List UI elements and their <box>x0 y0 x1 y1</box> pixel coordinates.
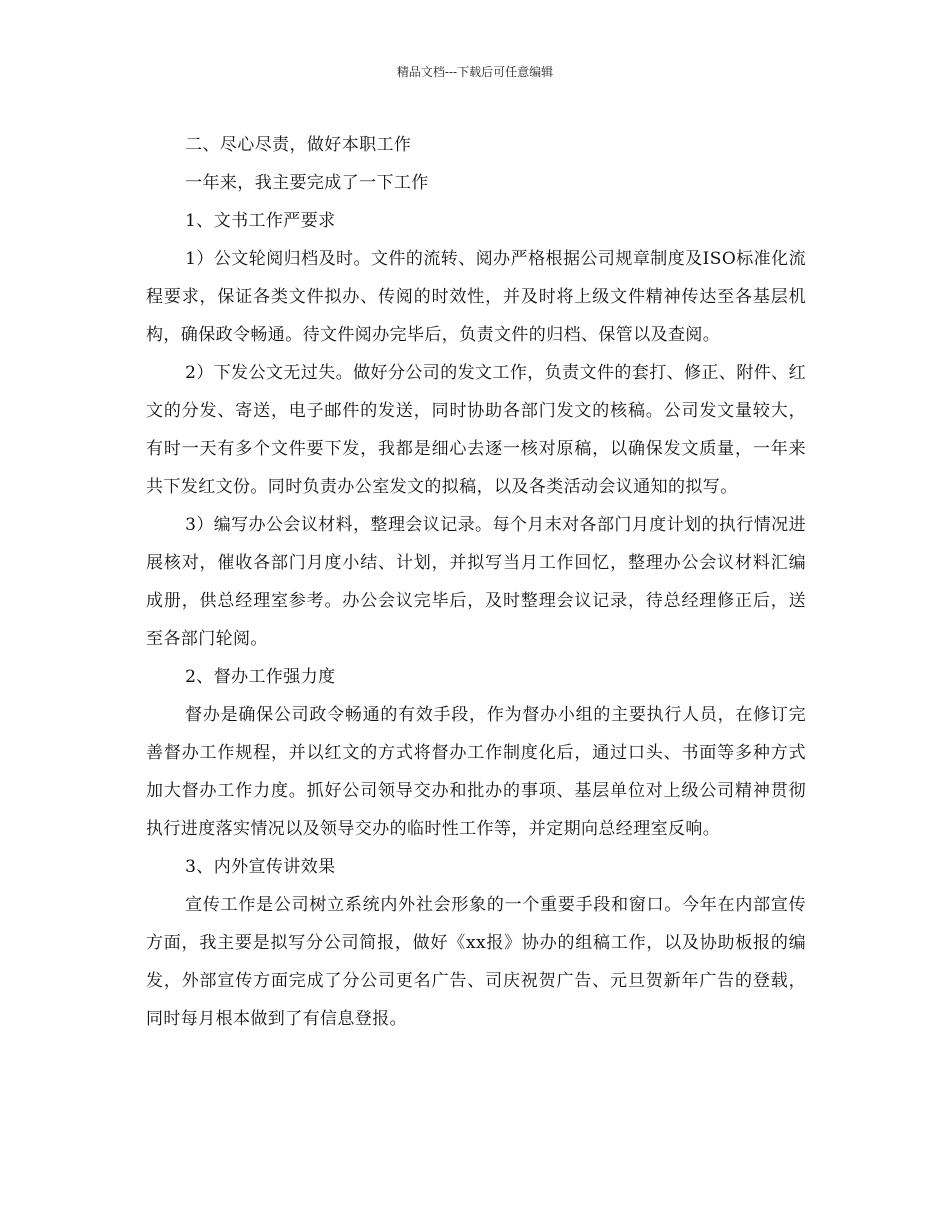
paragraph: 1）公文轮阅归档及时。文件的流转、阅办严格根据公司规章制度及ISO标准化流程要求，保证各类文件拟办、传阅的时效性，并及时将上级文件精神传达至各基层机构，确保政令畅通。待文件阅办完毕后，负责文件的归档、保管以及查阅。 <box>146 249 806 345</box>
paragraph: 2）下发公文无过失。做好分公司的发文工作，负责文件的套打、修正、附件、红文的分发、寄送，电子邮件的发送，同时协助各部门发文的核稿。公司发文量较大，有时一天有多个文件要下发，我都是细心去逐一核对原稿，以确保发文质量，一年来共下发红文份。同时负责办公室发文的拟稿，以及各类活动会议通知的拟写。 <box>146 363 806 497</box>
subsection-heading: 2、督办工作强力度 <box>185 667 336 687</box>
section-heading: 二、尽心尽责，做好本职工作 <box>185 135 412 155</box>
paragraph: 督办是确保公司政令畅通的有效手段，作为督办小组的主要执行人员，在修订完善督办工作规程，并以红文的方式将督办工作制度化后，通过口头、书面等多种方式加大督办工作力度。抓好公司领导交办和批办的事项、基层单位对上级公司精神贯彻执行进度落实情况以及领导交办的临时性工作等，并定期向总经理室反响。 <box>146 705 806 839</box>
paragraph: 3）编写办公会议材料，整理会议记录。每个月末对各部门月度计划的执行情况进展核对，催收各部门月度小结、计划，并拟写当月工作回忆，整理办公会议材料汇编成册，供总经理室参考。办公会议完毕后，及时整理会议记录，待总经理修正后，送至各部门轮阅。 <box>146 515 806 649</box>
subsection-heading: 1、文书工作严要求 <box>185 211 336 231</box>
subsection-heading: 3、内外宣传讲效果 <box>185 857 336 877</box>
paragraph: 一年来，我主要完成了一下工作 <box>185 173 429 193</box>
page-header: 精品文档---下载后可任意编辑 <box>396 65 554 79</box>
paragraph: 宣传工作是公司树立系统内外社会形象的一个重要手段和窗口。今年在内部宣传方面，我主要是拟写分公司简报，做好《xx报》协办的组稿工作，以及协助板报的编发，外部宣传方面完成了分公司更名广告、司庆祝贺广告、元旦贺新年广告的登载，同时每月根本做到了有信息登报。 <box>146 895 806 1029</box>
document-body <box>146 126 806 1038</box>
